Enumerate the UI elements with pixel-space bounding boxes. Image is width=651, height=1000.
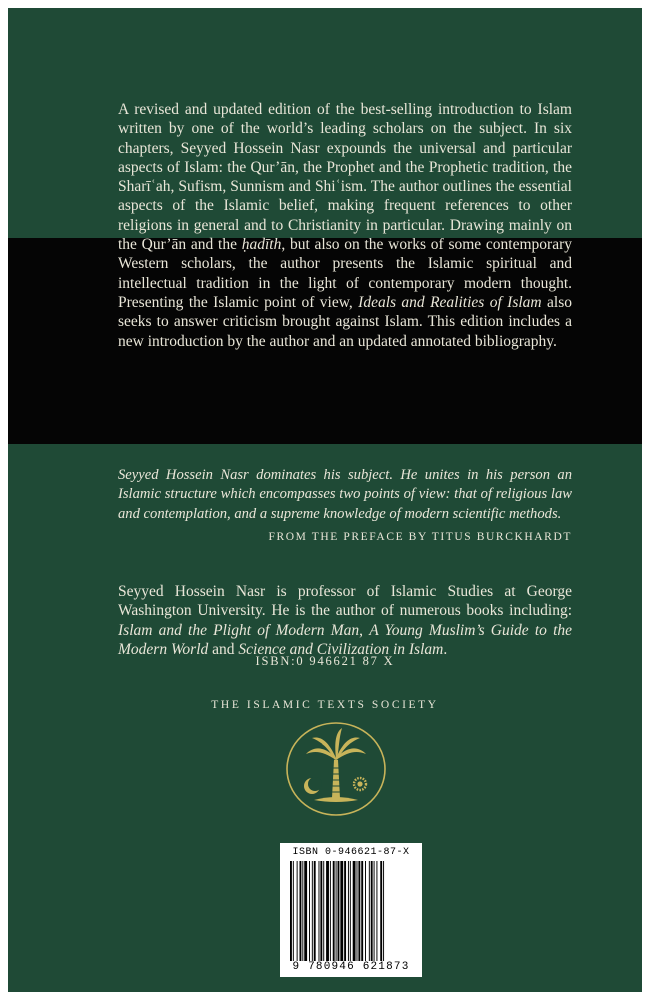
bio-sep-1: , xyxy=(359,621,370,639)
bio-book-3: Science and Civilization in Islam xyxy=(238,640,444,658)
book-back-cover xyxy=(8,8,642,992)
bio-book-1: Islam and the Plight of Modern Man xyxy=(118,621,360,639)
review-quote: Seyyed Hossein Nasr dominates his subject. He unites in his person an Islamic structure which encompasses two points of view: that of religious law and contemplation, and a supreme knowledge of modern scientific methods. xyxy=(118,467,572,522)
barcode-isbn-label: ISBN 0-946621-87-X xyxy=(292,847,410,858)
palm-tree-crescent-sun-icon xyxy=(284,720,388,818)
quote-attribution: FROM THE PREFACE BY TITUS BURCKHARDT xyxy=(268,531,572,543)
barcode-number: 9 780946 621873 xyxy=(292,961,410,973)
blurb-book-title: Ideals and Realities of Islam xyxy=(358,293,542,311)
blurb-paragraph xyxy=(118,100,572,351)
blurb-text-3: also seeks to answer criticism brought against Islam. This edition includes a new introduction by the author and an updated annotated bibliography. xyxy=(118,293,572,350)
blurb-hadith: ḥadīth xyxy=(241,236,282,254)
bio-book-2: A Young Muslim’s Guide to the Modern World xyxy=(118,621,573,658)
bio-text-1: Seyyed Hossein Nasr is professor of Islamic Studies at George Washington University. He is the author of numerous books including: xyxy=(118,583,572,620)
publisher-name: THE ISLAMIC TEXTS SOCIETY xyxy=(211,699,439,711)
bio-text-2: . xyxy=(443,640,448,658)
barcode xyxy=(280,843,422,977)
blurb-text-2: , but also on the works of some contemporary Western scholars, the author presents the Islamic spiritual and intellectual tradition in the light of contemporary modern thought. Presenting the Islamic point of view, xyxy=(118,236,572,311)
blurb-text-1: A revised and updated edition of the best-selling introduction to Islam written by one of the world’s leading scholars on the subject. In six chapters, Seyyed Hossein Nasr expounds the universal and particular aspects of Islam: the Qur’ān, the Prophet and the Prophetic tradition, the Sharīʿah, Sufism, Sunnism and Shiʿism. The author outlines the essential aspects of the Islamic belief, making frequent references to other religions in general and to Christianity in particular. Drawing mainly on the Qur’ān and the xyxy=(118,101,572,254)
barcode-bars xyxy=(288,861,414,961)
isbn-line: ISBN:0 946621 87 X xyxy=(255,654,395,668)
author-bio xyxy=(118,582,572,659)
bio-sep-2: and xyxy=(208,640,239,658)
